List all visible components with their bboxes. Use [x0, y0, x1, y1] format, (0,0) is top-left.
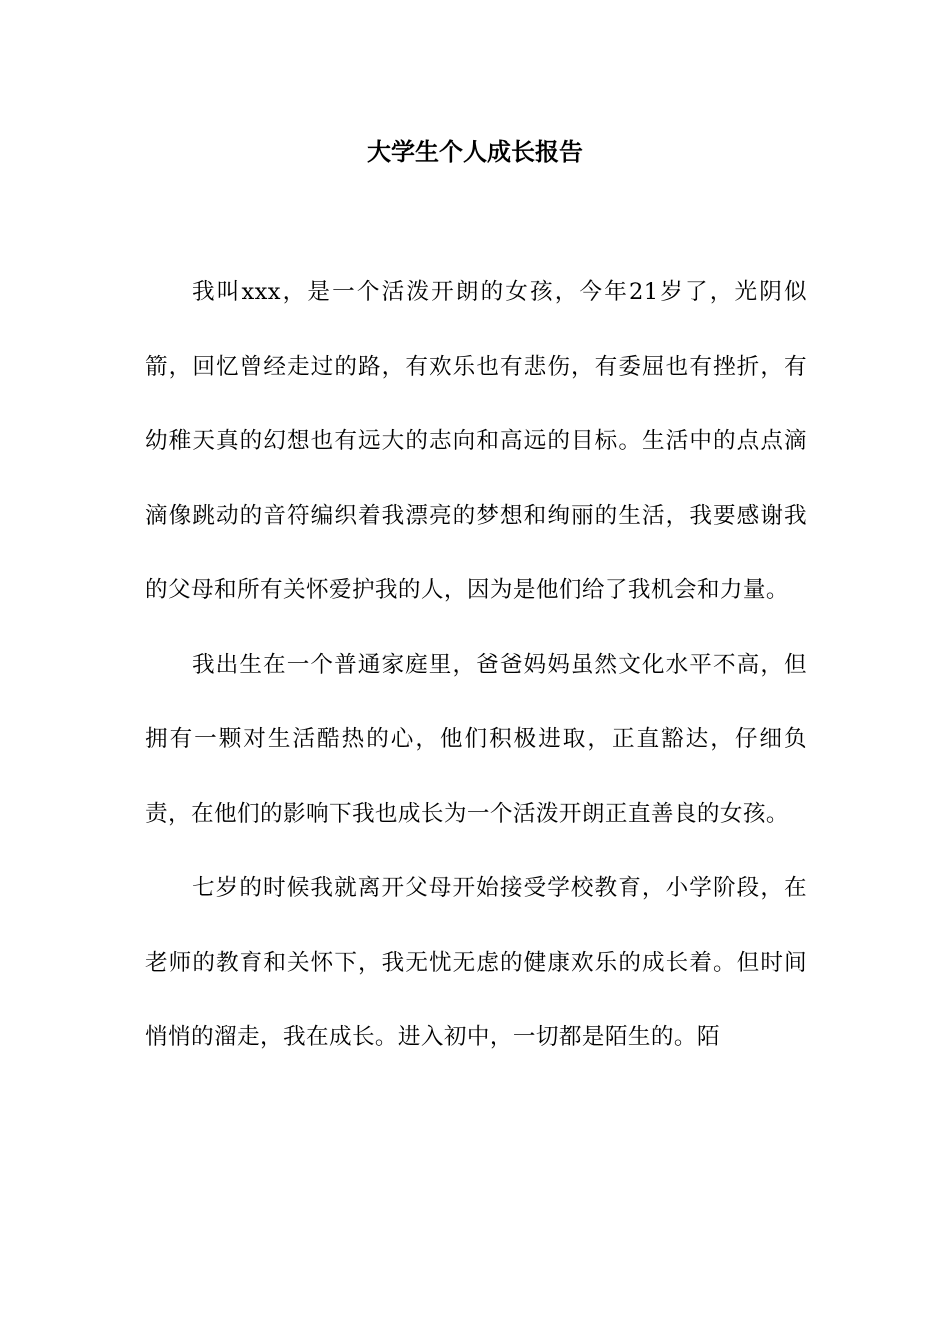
paragraph-family: 我出生在一个普通家庭里，爸爸妈妈虽然文化水平不高，但拥有一颗对生活酷热的心，他们积极进取，正直豁达，仔细负责，在他们的影响下我也成长为一个活泼开朗正直善良的女孩。	[145, 651, 807, 827]
document-title: 大学生个人成长报告	[367, 137, 583, 166]
paragraph-intro: 我叫xxx，是一个活泼开朗的女孩，今年21岁了，光阴似箭，回忆曾经走过的路，有欢乐也有悲伤，有委屈也有挫折，有幼稚天真的幻想也有远大的志向和高远的目标。生活中的点点滴滴像跳动的音符编织着我漂亮的梦想和绚丽的生活，我要感谢我的父母和所有关怀爱护我的人，因为是他们给了我机会和力量。	[145, 279, 807, 603]
paragraph-school: 七岁的时候我就离开父母开始接受学校教育，小学阶段，在老师的教育和关怀下，我无忧无虑的健康欢乐的成长着。但时间悄悄的溜走，我在成长。进入初中，一切都是陌生的。陌	[145, 875, 807, 1050]
document-body	[145, 255, 807, 1075]
